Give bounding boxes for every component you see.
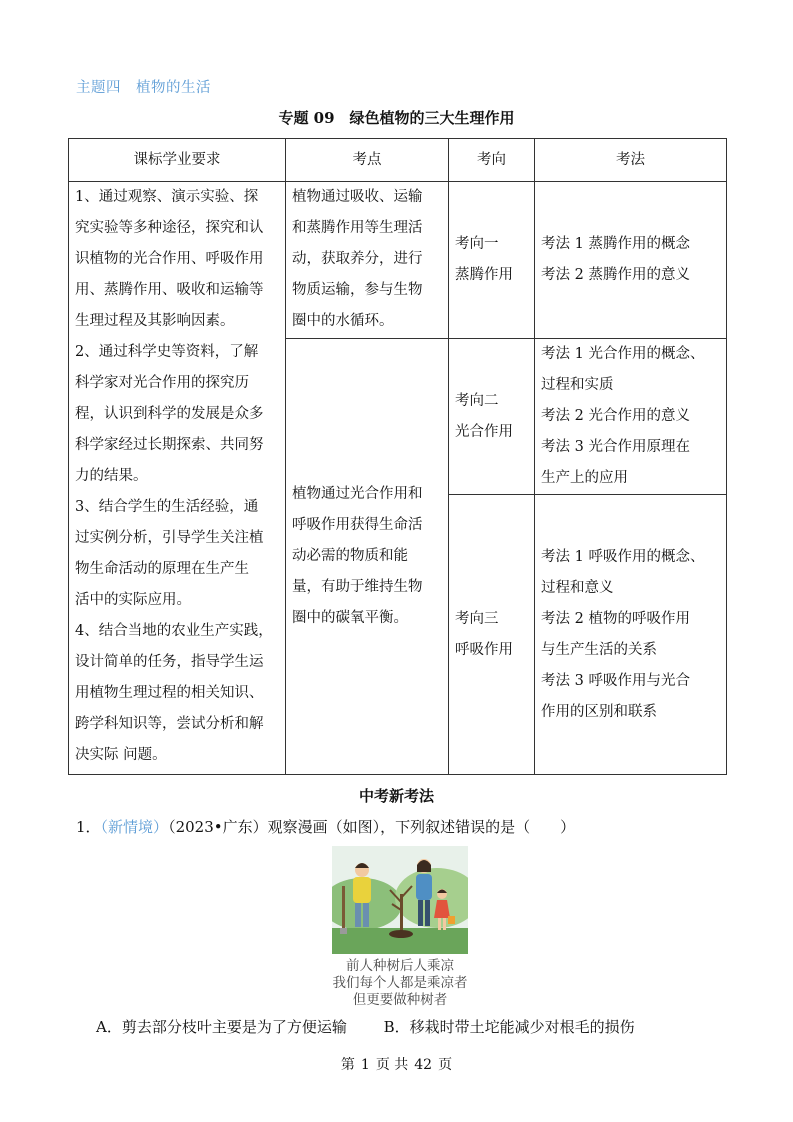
requirement-line: 活中的实际应用。 — [75, 592, 191, 608]
direction-cell-2 — [449, 339, 535, 495]
point-cell-photosynthesis-respiration — [286, 339, 449, 775]
point-cell-transpiration — [286, 182, 449, 339]
point-line: 圈中的碳氧平衡。 — [292, 610, 408, 626]
answer-options — [96, 1016, 667, 1037]
requirement-line: 2、通过科学史等资料，了解 — [75, 344, 259, 360]
method-line: 考法 2 植物的呼吸作用 — [541, 610, 690, 627]
point-line: 动，获取养分，进行 — [292, 251, 423, 267]
cartoon-caption — [300, 958, 500, 1009]
section-heading: 中考新考法 — [358, 787, 434, 805]
topic-heading: 主题四 植物的生活 — [76, 80, 211, 96]
method-line: 考法 3 光合作用原理在 — [541, 439, 690, 455]
point-line: 植物通过吸收、运输 — [292, 189, 423, 205]
direction-label: 考向一 — [455, 236, 499, 252]
caption-line: 但更要做种树者 — [352, 992, 448, 1008]
scenario-tag: （新情境） — [100, 818, 169, 836]
cartoon-illustration — [332, 846, 468, 954]
requirement-line: 设计简单的任务，指导学生运 — [75, 654, 264, 670]
point-line: 圈中的水循环。 — [292, 313, 394, 329]
point-line: 物质运输，参与生物 — [292, 282, 423, 298]
curriculum-table — [68, 138, 727, 775]
requirement-line: 识植物的光合作用、呼吸作用 — [75, 251, 264, 267]
question-stem — [76, 816, 575, 837]
direction-label: 考向三 — [455, 610, 499, 627]
requirements-cell — [69, 182, 286, 775]
header-methods: 考法 — [535, 139, 727, 182]
requirement-line: 科学家经过长期探索、共同努 — [75, 437, 264, 453]
point-line: 量，有助于维持生物 — [292, 579, 423, 595]
requirement-line: 科学家对光合作用的探究历 — [75, 375, 249, 391]
method-cell-2 — [535, 339, 727, 495]
method-cell-1 — [535, 182, 727, 339]
table-header-row — [69, 139, 727, 182]
requirement-line: 3、结合学生的生活经验，通 — [75, 499, 259, 515]
method-line: 考法 2 蒸腾作用的意义 — [541, 267, 690, 283]
page-number: 1 — [360, 1057, 370, 1073]
requirement-line: 决实际 问题。 — [75, 747, 167, 763]
method-line: 与生产生活的关系 — [541, 641, 657, 658]
option-a[interactable]: A．剪去部分枝叶主要是为了方便运输 — [96, 1018, 347, 1036]
total-pages: 42 — [414, 1057, 433, 1073]
requirement-line: 生理过程及其影响因素。 — [75, 313, 235, 329]
footer-prefix: 第 — [340, 1057, 355, 1073]
page-footer — [0, 1054, 793, 1074]
option-b[interactable]: B．移栽时带土坨能减少对根毛的损伤 — [383, 1018, 635, 1036]
point-line: 和蒸腾作用等生理活 — [292, 220, 423, 236]
method-line: 过程和实质 — [541, 377, 614, 393]
method-line: 过程和意义 — [541, 579, 614, 596]
requirement-line: 程，认识到科学的发展是众多 — [75, 406, 264, 422]
direction-label: 考向二 — [455, 392, 499, 409]
header-directions: 考向 — [449, 139, 535, 182]
footer-mid: 页 共 — [375, 1057, 409, 1073]
question-number: 1． — [76, 818, 101, 836]
point-line: 植物通过光合作用和 — [292, 486, 423, 502]
requirement-line: 物生命活动的原理在生产生 — [75, 561, 249, 577]
method-line: 考法 1 呼吸作用的概念、 — [541, 548, 705, 565]
requirement-line: 过实例分析，引导学生关注植 — [75, 530, 264, 546]
direction-label: 呼吸作用 — [455, 641, 513, 658]
tree-planting-cartoon — [332, 846, 468, 954]
header-points: 考点 — [286, 139, 449, 182]
method-line: 考法 1 光合作用的概念、 — [541, 346, 705, 362]
direction-label: 蒸腾作用 — [455, 267, 513, 283]
requirement-line: 4、结合当地的农业生产实践， — [75, 623, 273, 639]
direction-cell-1 — [449, 182, 535, 339]
method-line: 考法 1 蒸腾作用的概念 — [541, 236, 690, 252]
method-line: 生产上的应用 — [541, 470, 628, 486]
requirement-line: 跨学科知识等，尝试分析和解 — [75, 716, 264, 732]
direction-cell-3 — [449, 495, 535, 775]
method-line: 考法 2 光合作用的意义 — [541, 408, 690, 424]
method-line: 考法 3 呼吸作用与光合 — [541, 672, 690, 689]
point-line: 动必需的物质和能 — [292, 548, 408, 564]
document-title: 专题 09 绿色植物的三大生理作用 — [278, 109, 515, 127]
footer-suffix: 页 — [438, 1057, 453, 1073]
requirement-line: 力的结果。 — [75, 468, 148, 484]
table-row — [69, 182, 727, 339]
method-cell-3 — [535, 495, 727, 775]
method-line: 作用的区别和联系 — [541, 703, 657, 720]
direction-label: 光合作用 — [455, 423, 513, 440]
requirement-line: 1、通过观察、演示实验、探 — [75, 189, 259, 205]
requirement-line: 用植物生理过程的相关知识、 — [75, 685, 264, 701]
caption-line: 前人种树后人乘凉 — [346, 958, 454, 974]
caption-line: 我们每个人都是乘凉者 — [332, 975, 468, 991]
header-requirements: 课标学业要求 — [69, 139, 286, 182]
point-line: 呼吸作用获得生命活 — [292, 517, 423, 533]
requirement-line: 究实验等多种途径，探究和认 — [75, 220, 264, 236]
requirement-line: 用、蒸腾作用、吸收和运输等 — [75, 282, 264, 298]
question-text: （2023•广东）观察漫画（如图），下列叙述错误的是（ ） — [168, 818, 576, 836]
